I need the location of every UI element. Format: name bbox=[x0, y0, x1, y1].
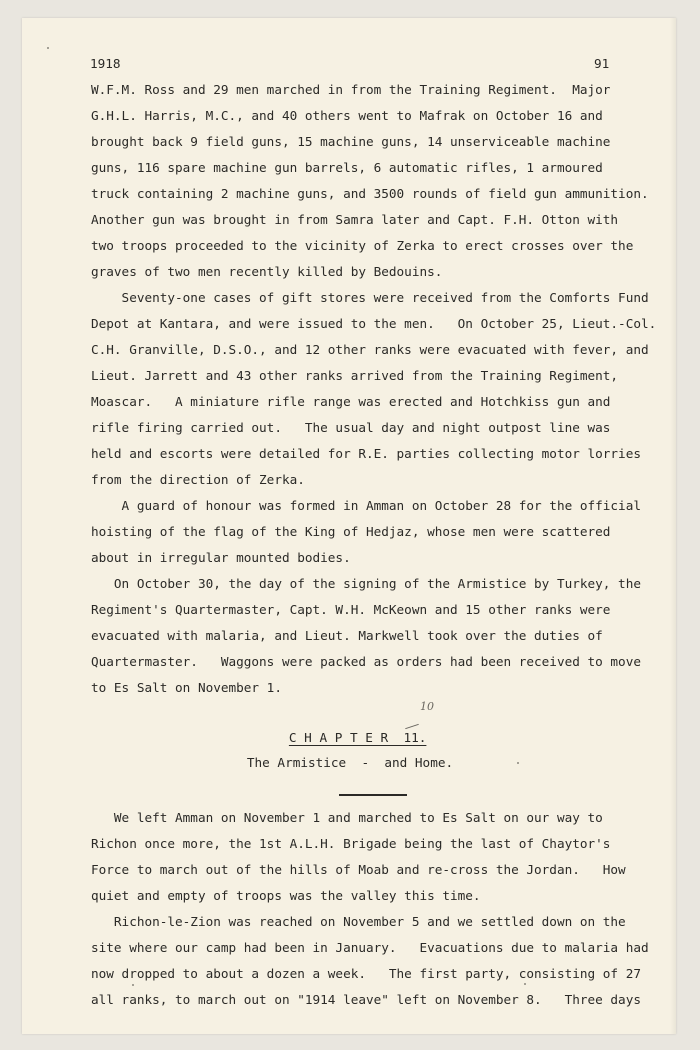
body-text-line: Regiment's Quartermaster, Capt. W.H. McKeown and 15 other ranks were bbox=[91, 602, 611, 617]
body-text-line: evacuated with malaria, and Lieut. Markwell took over the duties of bbox=[91, 628, 603, 643]
scan-speck bbox=[517, 762, 519, 764]
body-text-line: W.F.M. Ross and 29 men marched in from the Training Regiment. Major bbox=[91, 82, 611, 97]
body-text-line: quiet and empty of troops was the valley this time. bbox=[91, 888, 481, 903]
body-text-line: now dropped to about a dozen a week. The first party, consisting of 27 bbox=[91, 966, 641, 981]
body-text-line: Another gun was brought in from Samra later and Capt. F.H. Otton with bbox=[91, 212, 619, 227]
body-text-line: site where our camp had been in January. Evacuations due to malaria had bbox=[91, 940, 649, 955]
body-text-line: brought back 9 field guns, 15 machine guns, 14 unserviceable machine bbox=[91, 134, 611, 149]
body-text-line: all ranks, to march out on "1914 leave" left on November 8. Three days bbox=[91, 992, 641, 1007]
body-text-line: Richon-le-Zion was reached on November 5 and we settled down on the bbox=[91, 914, 626, 929]
body-text-line: Moascar. A miniature rifle range was erected and Hotchkiss gun and bbox=[91, 394, 611, 409]
body-text-line: Depot at Kantara, and were issued to the men. On October 25, Lieut.-Col. bbox=[91, 316, 657, 331]
scan-speck bbox=[132, 984, 134, 986]
body-text-line: We left Amman on November 1 and marched to Es Salt on our way to bbox=[91, 810, 603, 825]
page-edge-shadow bbox=[670, 18, 676, 1034]
body-text-line: to Es Salt on November 1. bbox=[91, 680, 282, 695]
page-number: 91 bbox=[594, 56, 610, 71]
chapter-heading bbox=[0, 715, 700, 745]
body-text-line: G.H.L. Harris, M.C., and 40 others went to Mafrak on October 16 and bbox=[91, 108, 603, 123]
body-text-line: Quartermaster. Waggons were packed as orders had been received to move bbox=[91, 654, 641, 669]
body-text-line: two troops proceeded to the vicinity of Zerka to erect crosses over the bbox=[91, 238, 634, 253]
body-text-line: Force to march out of the hills of Moab and re-cross the Jordan. How bbox=[91, 862, 626, 877]
chapter-subtitle: The Armistice - and Home. bbox=[246, 755, 454, 770]
body-text-line: guns, 116 spare machine gun barrels, 6 automatic rifles, 1 armoured bbox=[91, 160, 603, 175]
chapter-heading-text: C H A P T E R 11. bbox=[288, 730, 427, 745]
body-text-line: hoisting of the flag of the King of Hedjaz, whose men were scattered bbox=[91, 524, 611, 539]
body-text-line: graves of two men recently killed by Bedouins. bbox=[91, 264, 443, 279]
body-text-line: On October 30, the day of the signing of the Armistice by Turkey, the bbox=[91, 576, 641, 591]
body-text-line: A guard of honour was formed in Amman on October 28 for the official bbox=[91, 498, 641, 513]
handwritten-chapter-correction: 10 bbox=[420, 700, 434, 713]
page-year: 1918 bbox=[90, 56, 121, 71]
body-text-line: held and escorts were detailed for R.E. parties collecting motor lorries bbox=[91, 446, 641, 461]
body-text-line: Richon once more, the 1st A.L.H. Brigade being the last of Chaytor's bbox=[91, 836, 611, 851]
body-text-line: Seventy-one cases of gift stores were received from the Comforts Fund bbox=[91, 290, 649, 305]
section-divider-rule bbox=[339, 794, 407, 796]
scan-speck bbox=[524, 983, 526, 985]
body-text-line: truck containing 2 machine guns, and 3500 rounds of field gun ammunition. bbox=[91, 186, 649, 201]
body-text-line: from the direction of Zerka. bbox=[91, 472, 305, 487]
scan-speck bbox=[47, 47, 49, 49]
body-text-line: about in irregular mounted bodies. bbox=[91, 550, 351, 565]
body-text-line: rifle firing carried out. The usual day and night outpost line was bbox=[91, 420, 611, 435]
body-text-line: Lieut. Jarrett and 43 other ranks arrived from the Training Regiment, bbox=[91, 368, 619, 383]
body-text-line: C.H. Granville, D.S.O., and 12 other ranks were evacuated with fever, and bbox=[91, 342, 649, 357]
